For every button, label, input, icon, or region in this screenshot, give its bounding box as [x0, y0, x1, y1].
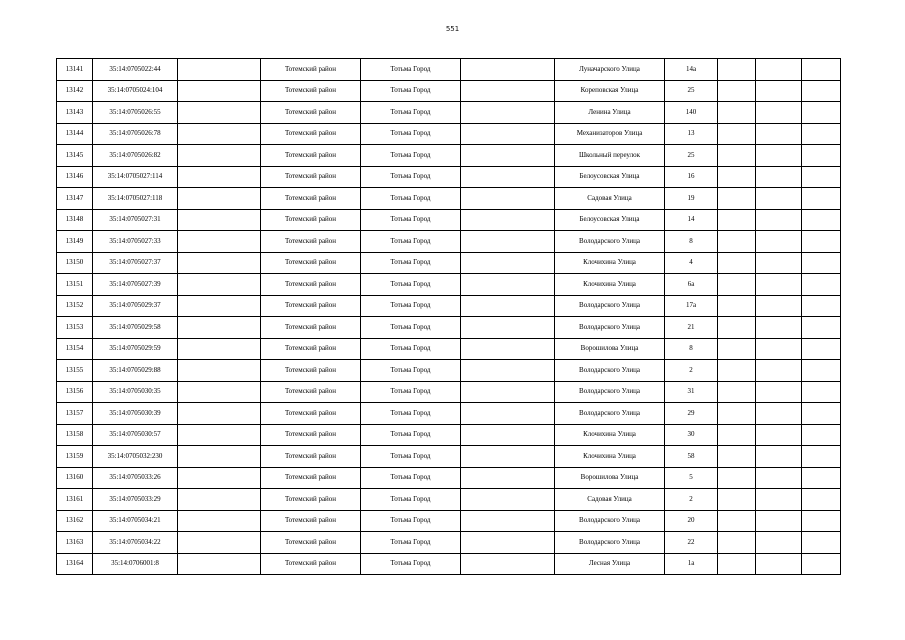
table-row [57, 209, 841, 231]
row-number-cell: 13161 [57, 489, 93, 511]
house-number-cell: 14а [665, 59, 718, 81]
cadastral-number-cell: 35:14:0705026:78 [93, 123, 178, 145]
empty-cell [178, 252, 261, 274]
empty-cell [461, 295, 555, 317]
table-row [57, 510, 841, 532]
street-cell: Володарского Улица [555, 510, 665, 532]
table-row [57, 532, 841, 554]
empty-cell [802, 295, 841, 317]
empty-cell [802, 381, 841, 403]
empty-cell [461, 209, 555, 231]
house-number-cell: 29 [665, 403, 718, 425]
empty-cell [718, 532, 756, 554]
empty-cell [756, 166, 802, 188]
cadastral-number-cell: 35:14:0705027:31 [93, 209, 178, 231]
empty-cell [718, 317, 756, 339]
house-number-cell: 8 [665, 338, 718, 360]
cadastral-number-cell: 35:14:0705027:114 [93, 166, 178, 188]
row-number-cell: 13164 [57, 553, 93, 575]
street-cell: Клочихина Улица [555, 274, 665, 296]
empty-cell [461, 188, 555, 210]
district-cell: Тотемский район [261, 145, 361, 167]
street-cell: Володарского Улица [555, 532, 665, 554]
table-row [57, 403, 841, 425]
locality-cell: Тотьма Город [361, 381, 461, 403]
page-number: 551 [445, 25, 460, 33]
table-row [57, 80, 841, 102]
empty-cell [178, 553, 261, 575]
empty-cell [461, 274, 555, 296]
empty-cell [756, 209, 802, 231]
house-number-cell: 4 [665, 252, 718, 274]
empty-cell [718, 510, 756, 532]
empty-cell [802, 102, 841, 124]
locality-cell: Тотьма Город [361, 510, 461, 532]
empty-cell [718, 467, 756, 489]
district-cell: Тотемский район [261, 80, 361, 102]
empty-cell [802, 209, 841, 231]
empty-cell [756, 59, 802, 81]
row-number-cell: 13158 [57, 424, 93, 446]
district-cell: Тотемский район [261, 59, 361, 81]
empty-cell [802, 510, 841, 532]
street-cell: Садовая Улица [555, 188, 665, 210]
empty-cell [802, 166, 841, 188]
table-row [57, 467, 841, 489]
empty-cell [178, 381, 261, 403]
empty-cell [718, 231, 756, 253]
cadastral-number-cell: 35:14:0705027:37 [93, 252, 178, 274]
empty-cell [178, 166, 261, 188]
row-number-cell: 13145 [57, 145, 93, 167]
empty-cell [178, 489, 261, 511]
empty-cell [718, 360, 756, 382]
row-number-cell: 13160 [57, 467, 93, 489]
empty-cell [756, 489, 802, 511]
house-number-cell: 19 [665, 188, 718, 210]
row-number-cell: 13155 [57, 360, 93, 382]
empty-cell [461, 338, 555, 360]
table-row [57, 145, 841, 167]
street-cell: Володарского Улица [555, 317, 665, 339]
empty-cell [178, 532, 261, 554]
empty-cell [461, 446, 555, 468]
row-number-cell: 13144 [57, 123, 93, 145]
empty-cell [802, 123, 841, 145]
empty-cell [718, 338, 756, 360]
table-body [57, 59, 841, 575]
table-row [57, 252, 841, 274]
row-number-cell: 13143 [57, 102, 93, 124]
empty-cell [461, 424, 555, 446]
empty-cell [178, 338, 261, 360]
street-cell: Садовая Улица [555, 489, 665, 511]
empty-cell [756, 252, 802, 274]
house-number-cell: 140 [665, 102, 718, 124]
empty-cell [461, 317, 555, 339]
empty-cell [718, 209, 756, 231]
cadastral-number-cell: 35:14:0705033:26 [93, 467, 178, 489]
row-number-cell: 13150 [57, 252, 93, 274]
row-number-cell: 13162 [57, 510, 93, 532]
table-row [57, 231, 841, 253]
house-number-cell: 31 [665, 381, 718, 403]
street-cell: Белоусовская Улица [555, 166, 665, 188]
district-cell: Тотемский район [261, 209, 361, 231]
district-cell: Тотемский район [261, 252, 361, 274]
row-number-cell: 13157 [57, 403, 93, 425]
empty-cell [178, 467, 261, 489]
empty-cell [802, 231, 841, 253]
row-number-cell: 13151 [57, 274, 93, 296]
house-number-cell: 13 [665, 123, 718, 145]
house-number-cell: 16 [665, 166, 718, 188]
row-number-cell: 13154 [57, 338, 93, 360]
house-number-cell: 14 [665, 209, 718, 231]
district-cell: Тотемский район [261, 446, 361, 468]
locality-cell: Тотьма Город [361, 553, 461, 575]
empty-cell [756, 532, 802, 554]
empty-cell [718, 274, 756, 296]
empty-cell [756, 80, 802, 102]
empty-cell [718, 381, 756, 403]
empty-cell [178, 123, 261, 145]
empty-cell [718, 102, 756, 124]
table-row [57, 553, 841, 575]
empty-cell [802, 446, 841, 468]
cadastral-number-cell: 35:14:0705029:37 [93, 295, 178, 317]
register-table [56, 58, 841, 575]
street-cell: Механизаторов Улица [555, 123, 665, 145]
empty-cell [756, 553, 802, 575]
locality-cell: Тотьма Город [361, 489, 461, 511]
street-cell: Клочихина Улица [555, 252, 665, 274]
house-number-cell: 25 [665, 145, 718, 167]
house-number-cell: 58 [665, 446, 718, 468]
cadastral-number-cell: 35:14:0705029:58 [93, 317, 178, 339]
cadastral-number-cell: 35:14:0705024:104 [93, 80, 178, 102]
empty-cell [718, 295, 756, 317]
house-number-cell: 5 [665, 467, 718, 489]
empty-cell [461, 166, 555, 188]
empty-cell [718, 80, 756, 102]
cadastral-number-cell: 35:14:0705030:39 [93, 403, 178, 425]
cadastral-number-cell: 35:14:0705029:59 [93, 338, 178, 360]
table-row [57, 446, 841, 468]
cadastral-number-cell: 35:14:0705034:21 [93, 510, 178, 532]
table-row [57, 360, 841, 382]
district-cell: Тотемский район [261, 231, 361, 253]
table-row [57, 123, 841, 145]
house-number-cell: 30 [665, 424, 718, 446]
house-number-cell: 17а [665, 295, 718, 317]
district-cell: Тотемский район [261, 338, 361, 360]
cadastral-number-cell: 35:14:0705026:82 [93, 145, 178, 167]
empty-cell [756, 123, 802, 145]
district-cell: Тотемский район [261, 188, 361, 210]
empty-cell [802, 145, 841, 167]
empty-cell [756, 317, 802, 339]
table-row [57, 166, 841, 188]
empty-cell [756, 145, 802, 167]
row-number-cell: 13156 [57, 381, 93, 403]
house-number-cell: 2 [665, 360, 718, 382]
empty-cell [756, 295, 802, 317]
locality-cell: Тотьма Город [361, 123, 461, 145]
street-cell: Кореповская Улица [555, 80, 665, 102]
empty-cell [756, 274, 802, 296]
district-cell: Тотемский район [261, 553, 361, 575]
empty-cell [756, 231, 802, 253]
empty-cell [718, 403, 756, 425]
row-number-cell: 13148 [57, 209, 93, 231]
empty-cell [756, 467, 802, 489]
empty-cell [718, 123, 756, 145]
street-cell: Володарского Улица [555, 403, 665, 425]
locality-cell: Тотьма Город [361, 295, 461, 317]
empty-cell [461, 360, 555, 382]
house-number-cell: 25 [665, 80, 718, 102]
row-number-cell: 13163 [57, 532, 93, 554]
empty-cell [461, 231, 555, 253]
street-cell: Ворошилова Улица [555, 338, 665, 360]
district-cell: Тотемский район [261, 102, 361, 124]
locality-cell: Тотьма Город [361, 338, 461, 360]
street-cell: Володарского Улица [555, 360, 665, 382]
row-number-cell: 13146 [57, 166, 93, 188]
cadastral-number-cell: 35:14:0705027:33 [93, 231, 178, 253]
empty-cell [178, 274, 261, 296]
locality-cell: Тотьма Город [361, 145, 461, 167]
house-number-cell: 21 [665, 317, 718, 339]
cadastral-number-cell: 35:14:0705026:55 [93, 102, 178, 124]
empty-cell [178, 231, 261, 253]
cadastral-number-cell: 35:14:0705034:22 [93, 532, 178, 554]
empty-cell [461, 59, 555, 81]
empty-cell [718, 252, 756, 274]
empty-cell [802, 274, 841, 296]
house-number-cell: 20 [665, 510, 718, 532]
row-number-cell: 13159 [57, 446, 93, 468]
empty-cell [178, 188, 261, 210]
locality-cell: Тотьма Город [361, 446, 461, 468]
empty-cell [461, 102, 555, 124]
table-row [57, 489, 841, 511]
empty-cell [461, 80, 555, 102]
locality-cell: Тотьма Город [361, 102, 461, 124]
district-cell: Тотемский район [261, 424, 361, 446]
street-cell: Клочихина Улица [555, 424, 665, 446]
table-row [57, 381, 841, 403]
locality-cell: Тотьма Город [361, 424, 461, 446]
empty-cell [756, 360, 802, 382]
locality-cell: Тотьма Город [361, 231, 461, 253]
district-cell: Тотемский район [261, 381, 361, 403]
locality-cell: Тотьма Город [361, 80, 461, 102]
locality-cell: Тотьма Город [361, 209, 461, 231]
house-number-cell: 8 [665, 231, 718, 253]
empty-cell [461, 532, 555, 554]
cadastral-number-cell: 35:14:0705032:230 [93, 446, 178, 468]
empty-cell [718, 59, 756, 81]
locality-cell: Тотьма Город [361, 188, 461, 210]
district-cell: Тотемский район [261, 510, 361, 532]
empty-cell [756, 510, 802, 532]
locality-cell: Тотьма Город [361, 360, 461, 382]
street-cell: Луначарского Улица [555, 59, 665, 81]
empty-cell [718, 188, 756, 210]
street-cell: Володарского Улица [555, 381, 665, 403]
street-cell: Белоусовская Улица [555, 209, 665, 231]
row-number-cell: 13152 [57, 295, 93, 317]
empty-cell [802, 489, 841, 511]
district-cell: Тотемский район [261, 532, 361, 554]
cadastral-number-cell: 35:14:0705029:88 [93, 360, 178, 382]
empty-cell [802, 360, 841, 382]
empty-cell [756, 102, 802, 124]
empty-cell [461, 467, 555, 489]
street-cell: Володарского Улица [555, 231, 665, 253]
empty-cell [461, 381, 555, 403]
row-number-cell: 13142 [57, 80, 93, 102]
empty-cell [178, 295, 261, 317]
district-cell: Тотемский район [261, 317, 361, 339]
table-row [57, 317, 841, 339]
district-cell: Тотемский район [261, 295, 361, 317]
table-row [57, 59, 841, 81]
empty-cell [718, 424, 756, 446]
cadastral-number-cell: 35:14:0705030:57 [93, 424, 178, 446]
empty-cell [718, 553, 756, 575]
locality-cell: Тотьма Город [361, 467, 461, 489]
empty-cell [178, 403, 261, 425]
empty-cell [756, 338, 802, 360]
empty-cell [178, 446, 261, 468]
table-row [57, 295, 841, 317]
locality-cell: Тотьма Город [361, 166, 461, 188]
district-cell: Тотемский район [261, 166, 361, 188]
house-number-cell: 1а [665, 553, 718, 575]
empty-cell [756, 381, 802, 403]
empty-cell [461, 403, 555, 425]
empty-cell [178, 424, 261, 446]
district-cell: Тотемский район [261, 274, 361, 296]
table-row [57, 188, 841, 210]
empty-cell [461, 553, 555, 575]
empty-cell [718, 145, 756, 167]
empty-cell [178, 59, 261, 81]
empty-cell [461, 145, 555, 167]
street-cell: Ленина Улица [555, 102, 665, 124]
empty-cell [802, 80, 841, 102]
cadastral-number-cell: 35:14:0705027:39 [93, 274, 178, 296]
empty-cell [756, 188, 802, 210]
district-cell: Тотемский район [261, 360, 361, 382]
table-row [57, 424, 841, 446]
locality-cell: Тотьма Город [361, 532, 461, 554]
locality-cell: Тотьма Город [361, 59, 461, 81]
house-number-cell: 22 [665, 532, 718, 554]
empty-cell [802, 338, 841, 360]
empty-cell [802, 424, 841, 446]
street-cell: Ворошилова Улица [555, 467, 665, 489]
house-number-cell: 2 [665, 489, 718, 511]
district-cell: Тотемский район [261, 467, 361, 489]
cadastral-number-cell: 35:14:0705033:29 [93, 489, 178, 511]
cadastral-number-cell: 35:14:0706001:8 [93, 553, 178, 575]
empty-cell [718, 166, 756, 188]
table-row [57, 338, 841, 360]
locality-cell: Тотьма Город [361, 317, 461, 339]
row-number-cell: 13141 [57, 59, 93, 81]
cadastral-number-cell: 35:14:0705022:44 [93, 59, 178, 81]
empty-cell [178, 317, 261, 339]
empty-cell [461, 252, 555, 274]
row-number-cell: 13153 [57, 317, 93, 339]
house-number-cell: 6а [665, 274, 718, 296]
empty-cell [802, 188, 841, 210]
cadastral-number-cell: 35:14:0705030:35 [93, 381, 178, 403]
empty-cell [802, 317, 841, 339]
empty-cell [178, 510, 261, 532]
district-cell: Тотемский район [261, 403, 361, 425]
cadastral-number-cell: 35:14:0705027:118 [93, 188, 178, 210]
empty-cell [802, 553, 841, 575]
empty-cell [461, 489, 555, 511]
table-row [57, 274, 841, 296]
empty-cell [461, 123, 555, 145]
district-cell: Тотемский район [261, 489, 361, 511]
locality-cell: Тотьма Город [361, 403, 461, 425]
empty-cell [718, 489, 756, 511]
empty-cell [756, 446, 802, 468]
empty-cell [802, 252, 841, 274]
street-cell: Клочихина Улица [555, 446, 665, 468]
empty-cell [178, 80, 261, 102]
locality-cell: Тотьма Город [361, 252, 461, 274]
empty-cell [178, 145, 261, 167]
row-number-cell: 13149 [57, 231, 93, 253]
empty-cell [178, 102, 261, 124]
empty-cell [178, 360, 261, 382]
table-row [57, 102, 841, 124]
street-cell: Лесная Улица [555, 553, 665, 575]
street-cell: Володарского Улица [555, 295, 665, 317]
empty-cell [756, 424, 802, 446]
street-cell: Школьный переулок [555, 145, 665, 167]
row-number-cell: 13147 [57, 188, 93, 210]
empty-cell [802, 59, 841, 81]
empty-cell [802, 467, 841, 489]
empty-cell [802, 532, 841, 554]
locality-cell: Тотьма Город [361, 274, 461, 296]
empty-cell [461, 510, 555, 532]
empty-cell [178, 209, 261, 231]
empty-cell [718, 446, 756, 468]
empty-cell [756, 403, 802, 425]
district-cell: Тотемский район [261, 123, 361, 145]
empty-cell [802, 403, 841, 425]
